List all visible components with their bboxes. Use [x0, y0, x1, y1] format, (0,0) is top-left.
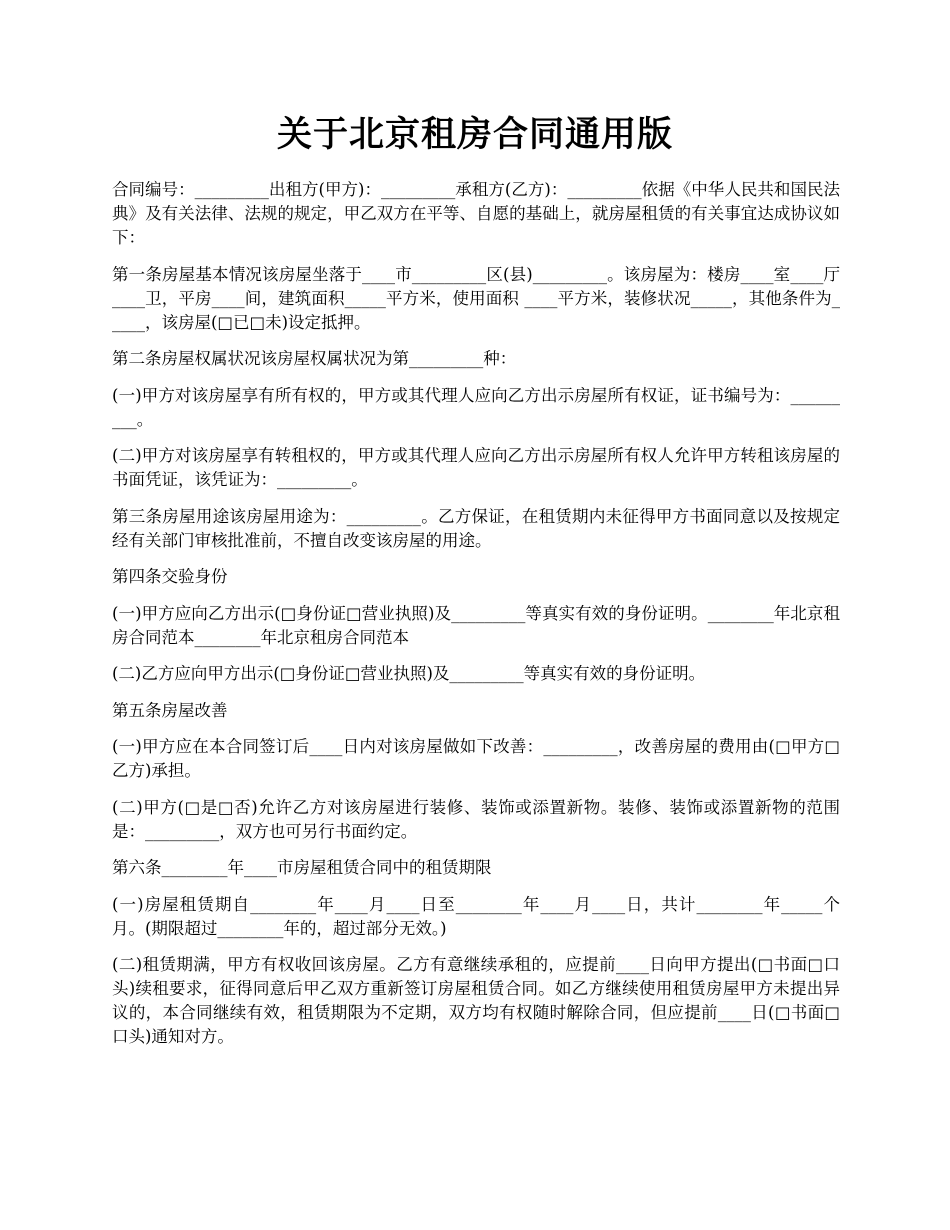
paragraph-article-2-item-2: (二)甲方对该房屋享有转租权的，甲方或其代理人应向乙方出示房屋所有权人允许甲方转租该房屋的书面凭证，该凭证为：_________。 [112, 446, 840, 489]
paragraph-article-6: 第六条________年____市房屋租赁合同中的租赁期限 [112, 858, 492, 877]
paragraph-article-4: 第四条交验身份 [112, 567, 228, 586]
paragraph-article-5: 第五条房屋改善 [112, 700, 228, 720]
paragraph-article-4-item-2: (二)乙方应向甲方出示(□身份证□营业执照)及_________等真实有效的身份证明。 [112, 664, 706, 683]
paragraph-article-5-item-1: (一)甲方应在本合同签订后____日内对该房屋做如下改善：_________，改善房屋的费用由(□甲方□乙方)承担。 [112, 737, 840, 780]
paragraph-article-2-item-1: (一)甲方对该房屋享有所有权的，甲方或其代理人应向乙方出示房屋所有权证，证书编号为：_________。 [112, 385, 840, 429]
paragraph-article-3: 第三条房屋用途该房屋用途为：_________。乙方保证，在租赁期内未征得甲方书面同意以及按规定经有关部门审核批准前，不擅自改变该房屋的用途。 [112, 506, 840, 550]
paragraph-article-5-item-2: (二)甲方(□是□否)允许乙方对该房屋进行装修、装饰或添置新物。装修、装饰或添置新物的范围是：_________，双方也可另行书面约定。 [112, 797, 840, 841]
paragraph-article-1: 第一条房屋基本情况该房屋坐落于____市_________区(县)_________。该房屋为：楼房____室____厅____卫，平房____间，建筑面积_____平方米，使用面积 ____平方米，装修状况_____，其他条件为_____，该房屋(□已□未)设定抵押。 [112, 264, 840, 332]
paragraph-article-6-item-1: (一)房屋租赁期自________年____月____日至________年____月____日，共计________年_____个月。(期限超过________年的，超过部分无效。) [112, 894, 840, 938]
paragraph-article-6-item-2: (二)租赁期满，甲方有权收回该房屋。乙方有意继续承租的，应提前____日向甲方提出(□书面□口头)续租要求，征得同意后甲乙双方重新签订房屋租赁合同。如乙方继续使用租赁房屋甲方未提出异议的，本合同继续有效，租赁期限为不定期，双方均有权随时解除合同，但应提前____日(□书面□口头)通知对方。 [112, 955, 840, 1046]
document-title: 关于北京租房合同通用版 [276, 115, 673, 155]
paragraph-article-4-item-1: (一)甲方应向乙方出示(□身份证□营业执照)及_________等真实有效的身份证明。________年北京租房合同范本________年北京租房合同范本 [112, 603, 840, 647]
paragraph-intro: 合同编号：_________出租方(甲方)：_________承租方(乙方)：_________依据《中华人民共和国民法典》及有关法律、法规的规定，甲乙双方在平等、自愿的基础上，就房屋租赁的有关事宜达成协议如下： [112, 180, 840, 247]
paragraph-article-2: 第二条房屋权属状况该房屋权属状况为第_________种： [112, 349, 517, 368]
document-body [112, 178, 840, 1062]
